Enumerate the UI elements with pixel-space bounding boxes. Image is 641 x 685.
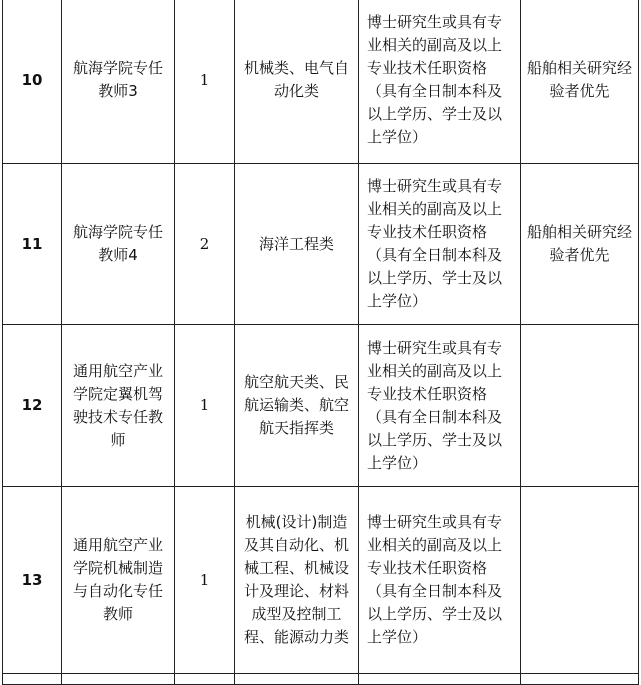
major-requirement: 海洋工程类	[235, 164, 359, 325]
table-row	[3, 325, 639, 487]
table-row	[3, 0, 639, 164]
job-positions-table	[2, 0, 639, 685]
row-number: 12	[3, 325, 62, 487]
remarks	[521, 325, 639, 487]
empty-cell	[3, 674, 62, 685]
major-requirement: 机械类、电气自动化类	[235, 0, 359, 164]
table-row	[3, 487, 639, 674]
headcount: 2	[175, 164, 235, 325]
empty-cell	[235, 674, 359, 685]
headcount: 1	[175, 325, 235, 487]
empty-cell	[359, 674, 521, 685]
qualification-requirement: 博士研究生或具有专业相关的副高及以上专业技术任职资格（具有全日制本科及以上学历、学士及以上学位）	[359, 487, 521, 674]
headcount: 1	[175, 487, 235, 674]
empty-cell	[62, 674, 175, 685]
major-requirement: 航空航天类、民航运输类、航空航天指挥类	[235, 325, 359, 487]
empty-cell	[521, 674, 639, 685]
qualification-requirement: 博士研究生或具有专业相关的副高及以上专业技术任职资格（具有全日制本科及以上学历、学士及以上学位）	[359, 325, 521, 487]
row-number: 13	[3, 487, 62, 674]
qualification-requirement: 博士研究生或具有专业相关的副高及以上专业技术任职资格（具有全日制本科及以上学历、学士及以上学位）	[359, 164, 521, 325]
position-title: 航海学院专任教师4	[62, 164, 175, 325]
position-title: 通用航空产业学院定翼机驾驶技术专任教师	[62, 325, 175, 487]
qualification-requirement: 博士研究生或具有专业相关的副高及以上专业技术任职资格（具有全日制本科及以上学历、学士及以上学位）	[359, 0, 521, 164]
remarks: 船舶相关研究经验者优先	[521, 0, 639, 164]
remarks	[521, 487, 639, 674]
headcount: 1	[175, 0, 235, 164]
table-row-partial	[3, 674, 639, 685]
table-row	[3, 164, 639, 325]
position-title: 通用航空产业学院机械制造与自动化专任教师	[62, 487, 175, 674]
row-number: 10	[3, 0, 62, 164]
row-number: 11	[3, 164, 62, 325]
position-title: 航海学院专任教师3	[62, 0, 175, 164]
major-requirement: 机械(设计)制造及其自动化、机械工程、机械设计及理论、材料成型及控制工程、能源动力类	[235, 487, 359, 674]
empty-cell	[175, 674, 235, 685]
remarks: 船舶相关研究经验者优先	[521, 164, 639, 325]
